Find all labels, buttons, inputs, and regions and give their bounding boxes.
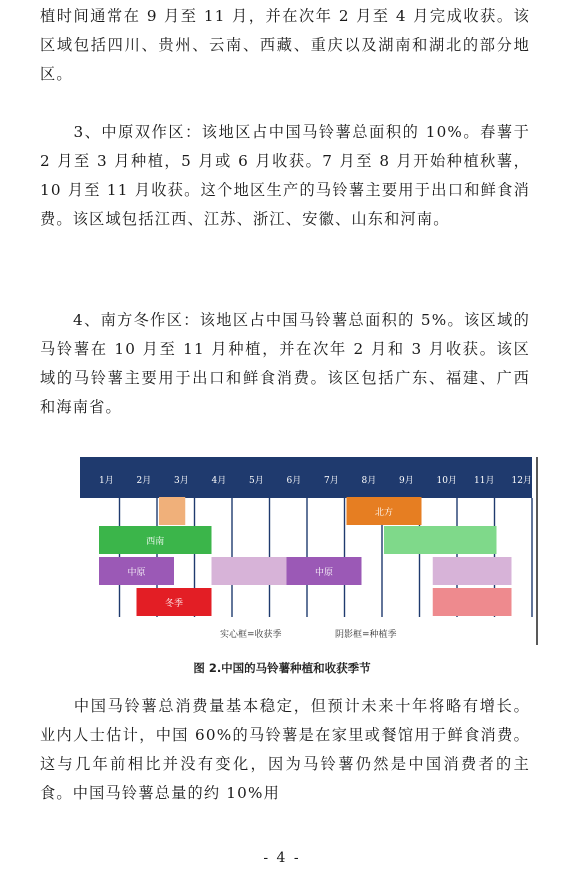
month-label: 10月 [436, 476, 457, 486]
page-number: - 4 - [263, 850, 301, 866]
paragraph-southwest-continued: 植时间通常在 9 月至 11 月，并在次年 2 月至 4 月完成收获。该区域包括四川、贵州、云南、西藏、重庆以及湖南和湖北的部分地区。 [40, 7, 530, 83]
bar-central-planting-autumn [433, 557, 512, 585]
paragraph-consumption: 中国马铃薯总消费量基本稳定，但预计未来十年将略有增长。业内人士估计，中国 60%的马铃薯是在家里或餐馆用于鲜食消费。这与几年前相比并没有变化，因为马铃薯仍然是中国消费者的主食。中国马铃薯总量的约 10%用 [40, 697, 530, 802]
month-label: 1月 [99, 476, 114, 486]
region-label: 中原 [127, 568, 146, 578]
bar-north-planting [159, 497, 185, 525]
region-label: 北方 [374, 508, 394, 518]
month-label: 3月 [174, 476, 189, 486]
month-label: 7月 [324, 476, 339, 486]
legend-planting: 阴影框=种植季 [335, 630, 397, 640]
month-label: 2月 [136, 476, 152, 486]
legend-harvest: 实心框=收获季 [220, 630, 282, 640]
region-label: 西南 [146, 537, 165, 547]
bar-central-planting-spring [212, 557, 287, 585]
region-label: 冬季 [164, 599, 184, 609]
figure-caption: 图 2.中国的马铃薯种植和收获季节 [193, 661, 371, 675]
month-label: 9月 [399, 476, 414, 486]
month-label: 12月 [511, 476, 532, 486]
month-label: 11月 [474, 476, 495, 486]
paragraph-central-plains: 3、中原双作区：该地区占中国马铃薯总面积的 10%。春薯于 2 月至 3 月种植，5 月或 6 月收获。7 月至 8 月开始种植秋薯，10 月至 11 月收获。这个地区生产的马铃薯主要用于出口和鲜食消费。该区域包括江西、江苏、浙江、安徽、山东和河南。 [40, 123, 530, 228]
month-label: 4月 [211, 476, 227, 486]
month-label: 8月 [361, 476, 377, 486]
month-label: 5月 [249, 476, 264, 486]
bar-winter-planting [433, 588, 512, 616]
bar-southwest-planting [384, 526, 497, 554]
paragraph-southern-winter: 4、南方冬作区：该地区占中国马铃薯总面积的 5%。该区域的马铃薯在 10 月至 11 月种植，并在次年 2 月和 3 月收获。该区域的马铃薯主要用于出口和鲜食消费。该区包括广东、福建、广西和海南省。 [40, 311, 530, 416]
planting-harvest-chart [80, 457, 541, 645]
region-label: 中原 [314, 568, 334, 578]
month-label: 6月 [286, 476, 302, 486]
